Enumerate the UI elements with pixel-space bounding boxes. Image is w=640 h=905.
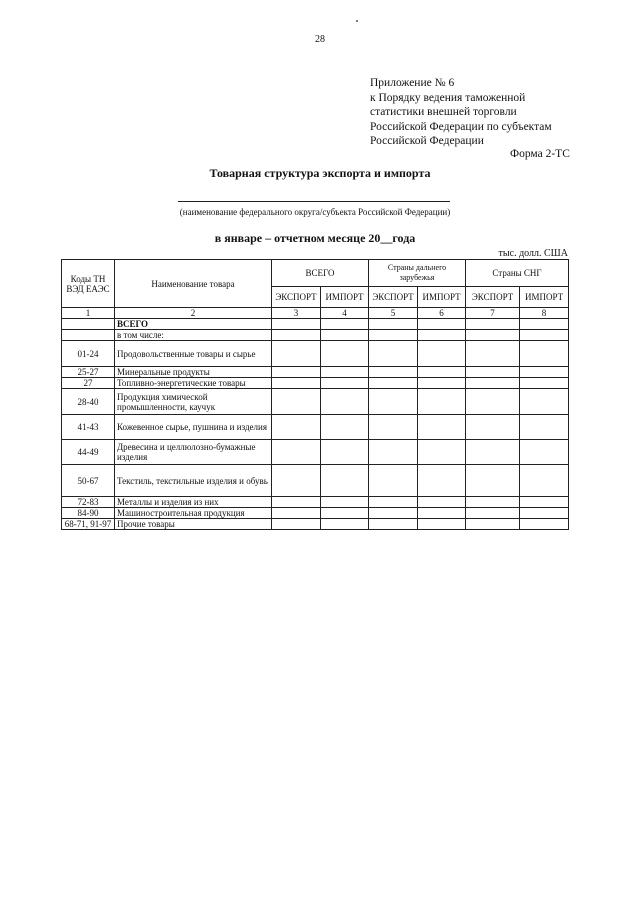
col-number: 3 bbox=[272, 308, 321, 319]
table-row bbox=[62, 367, 569, 378]
col-number: 4 bbox=[321, 308, 369, 319]
row-name: Продовольственные товары и сырье bbox=[115, 341, 272, 367]
col-number: 1 bbox=[62, 308, 115, 319]
appendix-line: Российской Федерации bbox=[370, 135, 484, 147]
header-far-abroad: Страны дальнего зарубежья bbox=[369, 260, 466, 287]
table-row bbox=[62, 519, 569, 530]
table-row-total bbox=[62, 319, 569, 330]
form-label: Форма 2-ТС bbox=[510, 148, 570, 160]
row-name: Прочие товары bbox=[115, 519, 272, 530]
including-label: в том числе: bbox=[115, 330, 272, 341]
header-import: ИМПОРТ bbox=[418, 287, 466, 308]
row-code: 01-24 bbox=[62, 341, 115, 367]
row-name: Древесина и целлюлозно-бумажные изделия bbox=[115, 440, 272, 465]
subject-hint: (наименование федерального округа/субъекта Российской Федерации) bbox=[179, 207, 451, 217]
period-heading: в январе – отчетном месяце 20__года bbox=[214, 231, 416, 245]
appendix-line: Российской Федерации по субъектам bbox=[370, 120, 552, 133]
appendix-line: к Порядку ведения таможенной bbox=[370, 91, 526, 104]
table-row bbox=[62, 508, 569, 519]
header-import: ИМПОРТ bbox=[321, 287, 369, 308]
table-row bbox=[62, 415, 569, 440]
header-export: ЭКСПОРТ bbox=[369, 287, 418, 308]
row-code: 68-71, 91-97 bbox=[62, 519, 115, 530]
row-code: 84-90 bbox=[62, 508, 115, 519]
row-code: 50-67 bbox=[62, 465, 115, 497]
total-label: ВСЕГО bbox=[115, 319, 272, 330]
row-name: Продукция химической промышленности, каучук bbox=[115, 389, 272, 415]
row-code: 25-27 bbox=[62, 367, 115, 378]
row-code: 44-49 bbox=[62, 440, 115, 465]
row-code: 72-83 bbox=[62, 497, 115, 508]
appendix-line: Приложение № 6 bbox=[370, 77, 455, 89]
page-number: 28 bbox=[315, 34, 325, 45]
col-number: 7 bbox=[466, 308, 520, 319]
table-row bbox=[62, 389, 569, 415]
trade-structure-table bbox=[61, 259, 569, 530]
row-name: Минеральные продукты bbox=[115, 367, 272, 378]
row-code: 41-43 bbox=[62, 415, 115, 440]
col-number: 5 bbox=[369, 308, 418, 319]
table-row-including bbox=[62, 330, 569, 341]
header-name: Наименование товара bbox=[115, 260, 272, 308]
table-row bbox=[62, 378, 569, 389]
header-total: ВСЕГО bbox=[272, 260, 369, 287]
col-number: 6 bbox=[418, 308, 466, 319]
row-name: Текстиль, текстильные изделия и обувь bbox=[115, 465, 272, 497]
appendix-block bbox=[370, 76, 552, 149]
table-row bbox=[62, 440, 569, 465]
row-name: Металлы и изделия из них bbox=[115, 497, 272, 508]
header-import: ИМПОРТ bbox=[520, 287, 569, 308]
table-row bbox=[62, 341, 569, 367]
col-number: 2 bbox=[115, 308, 272, 319]
subject-fill-line bbox=[178, 201, 450, 202]
row-name: Машиностроительная продукция bbox=[115, 508, 272, 519]
table-row bbox=[62, 465, 569, 497]
row-name: Кожевенное сырье, пушнина и изделия bbox=[115, 415, 272, 440]
units-label: тыс. долл. США bbox=[498, 248, 568, 259]
scan-speck bbox=[356, 20, 358, 22]
row-code: 27 bbox=[62, 378, 115, 389]
row-name: Топливно-энергетические товары bbox=[115, 378, 272, 389]
appendix-line: статистики внешней торговли bbox=[370, 106, 517, 118]
row-code: 28-40 bbox=[62, 389, 115, 415]
header-cis: Страны СНГ bbox=[466, 260, 569, 287]
table-row bbox=[62, 497, 569, 508]
col-number: 8 bbox=[520, 308, 569, 319]
header-codes: Коды ТН ВЭД ЕАЭС bbox=[62, 260, 115, 308]
header-export: ЭКСПОРТ bbox=[272, 287, 321, 308]
header-export: ЭКСПОРТ bbox=[466, 287, 520, 308]
document-title: Товарная структура экспорта и импорта bbox=[209, 166, 431, 180]
